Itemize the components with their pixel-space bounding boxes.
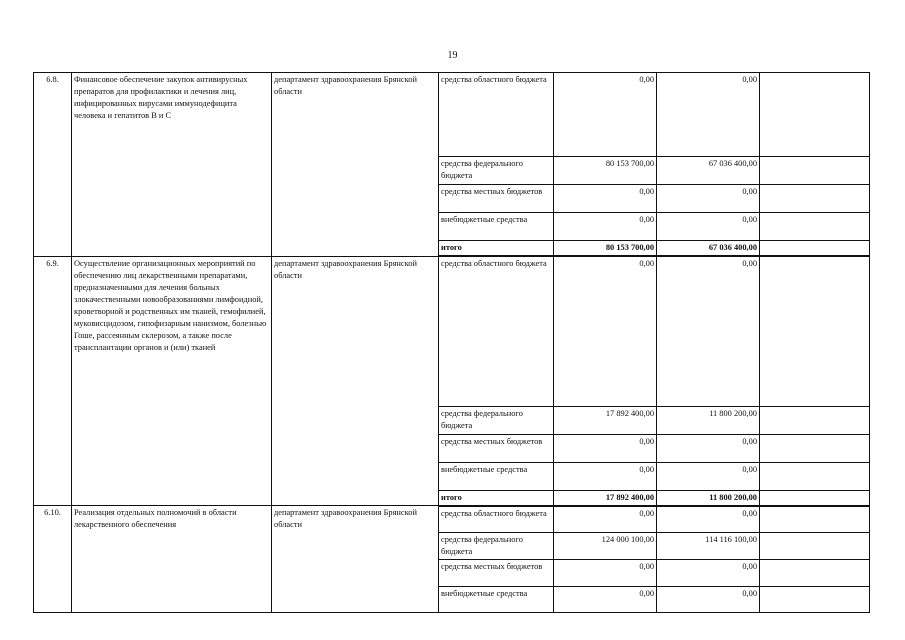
empty-cell: [760, 490, 870, 506]
amount-1: 80 153 700,00: [554, 157, 657, 185]
total-amount-1: 17 892 400,00: [554, 490, 657, 506]
item-executor: департамент здравоохранения Брянской области: [272, 73, 439, 257]
amount-1: 0,00: [554, 213, 657, 241]
item-executor: департамент здравоохранения Брянской области: [272, 256, 439, 506]
funding-source: средства федерального бюджета: [439, 406, 554, 434]
empty-cell: [760, 241, 870, 257]
total-amount-1: 80 153 700,00: [554, 241, 657, 257]
empty-cell: [760, 185, 870, 213]
empty-cell: [760, 73, 870, 157]
empty-cell: [760, 462, 870, 490]
funding-source: внебюджетные средства: [439, 587, 554, 613]
amount-2: 0,00: [657, 73, 760, 157]
amount-2: 0,00: [657, 506, 760, 533]
amount-2: 0,00: [657, 587, 760, 613]
amount-1: 0,00: [554, 462, 657, 490]
funding-source: средства местных бюджетов: [439, 560, 554, 587]
funding-source: внебюджетные средства: [439, 213, 554, 241]
empty-cell: [760, 406, 870, 434]
funding-source: средства областного бюджета: [439, 256, 554, 406]
total-amount-2: 11 800 200,00: [657, 490, 760, 506]
item-number: 6.8.: [34, 73, 72, 257]
amount-1: 0,00: [554, 256, 657, 406]
amount-2: 0,00: [657, 256, 760, 406]
empty-cell: [760, 157, 870, 185]
empty-cell: [760, 434, 870, 462]
table-row: [34, 506, 870, 533]
empty-cell: [760, 533, 870, 560]
empty-cell: [760, 506, 870, 533]
amount-1: 0,00: [554, 73, 657, 157]
item-name: Финансовое обеспечение закупок антивирусных препаратов для профилактики и лечения лиц, инфицированных вирусами иммунодефицита человека и гепатитов В и С: [72, 73, 272, 257]
empty-cell: [760, 560, 870, 587]
page-number: 19: [447, 50, 458, 61]
item-name: Реализация отдельных полномочий в области лекарственного обеспечения: [72, 506, 272, 613]
item-name: Осуществление организационных мероприятий по обеспечению лиц лекарственными препаратами, предназначенными для лечения больных злокачественными новообразованиями лимфоидной, кроветворной и родственных им тканей, гемофилией, муковисцидозом, гипофизарным нанизмом, болезнью Гоше, рассеянным склерозом, а также после трансплантации органов и (или) тканей: [72, 256, 272, 506]
total-amount-2: 67 036 400,00: [657, 241, 760, 257]
amount-1: 0,00: [554, 185, 657, 213]
amount-2: 0,00: [657, 213, 760, 241]
funding-source: средства местных бюджетов: [439, 185, 554, 213]
amount-2: 67 036 400,00: [657, 157, 760, 185]
empty-cell: [760, 256, 870, 406]
amount-1: 17 892 400,00: [554, 406, 657, 434]
amount-2: 0,00: [657, 462, 760, 490]
table-row: [34, 256, 870, 406]
funding-source: внебюджетные средства: [439, 462, 554, 490]
empty-cell: [760, 587, 870, 613]
amount-2: 11 800 200,00: [657, 406, 760, 434]
program-budget-table: [33, 72, 870, 613]
amount-1: 124 000 100,00: [554, 533, 657, 560]
total-label: итого: [439, 490, 554, 506]
funding-source: средства местных бюджетов: [439, 434, 554, 462]
amount-2: 0,00: [657, 185, 760, 213]
amount-1: 0,00: [554, 560, 657, 587]
item-number: 6.9.: [34, 256, 72, 506]
amount-2: 114 116 100,00: [657, 533, 760, 560]
funding-source: средства федерального бюджета: [439, 533, 554, 560]
item-executor: департамент здравоохранения Брянской области: [272, 506, 439, 613]
empty-cell: [760, 213, 870, 241]
item-number: 6.10.: [34, 506, 72, 613]
amount-2: 0,00: [657, 560, 760, 587]
amount-1: 0,00: [554, 506, 657, 533]
funding-source: средства федерального бюджета: [439, 157, 554, 185]
amount-2: 0,00: [657, 434, 760, 462]
amount-1: 0,00: [554, 434, 657, 462]
amount-1: 0,00: [554, 587, 657, 613]
total-label: итого: [439, 241, 554, 257]
funding-source: средства областного бюджета: [439, 506, 554, 533]
table-row: [34, 73, 870, 157]
funding-source: средства областного бюджета: [439, 73, 554, 157]
